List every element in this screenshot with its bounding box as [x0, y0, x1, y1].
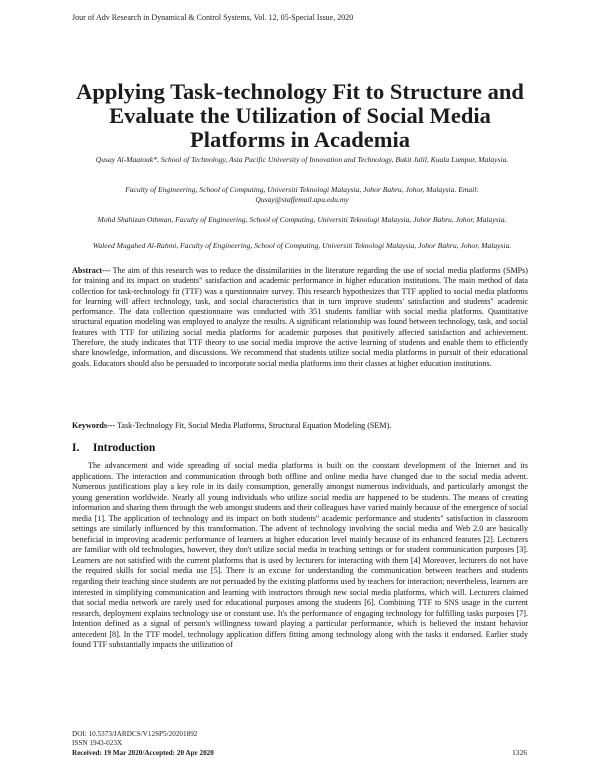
- author-affiliation: Faculty of Engineering, School of Computing, Universiti Teknologi Malaysia, Johor Bahru, Johor, Malaysia. Email: Qusay@staffemail.apu.edu.my: [125, 185, 479, 204]
- running-head: Jour of Adv Research in Dynamical & Control Systems, Vol. 12, 05-Special Issue, 2020: [72, 13, 354, 22]
- keywords-label: Keywords---: [72, 421, 116, 430]
- author-affiliation: Waleed Mugahed Al-Rahmi, Faculty of Engineering, School of Computing, Universiti Teknologi Malaysia, Johor Bahru, Johor, Malaysia.: [92, 241, 512, 250]
- section-heading: [72, 442, 155, 454]
- section-title: Introduction: [92, 442, 156, 454]
- keywords-text: Task-Technology Fit, Social Media Platforms, Structural Equation Modeling (SEM).: [117, 421, 392, 430]
- author-affiliation: Mohd Shahizan Othman, Faculty of Engineering, School of Computing, Universiti Teknologi Malaysia, Johor Bahru, Johor, Malaysia.: [97, 215, 507, 224]
- footer: [72, 730, 214, 758]
- abstract: [72, 266, 528, 369]
- abstract-text: The aim of this research was to reduce the dissimilarities in the literature regarding the use of social media platforms (SMPs) for training and its impact on students" satisfaction and academic performance in higher education institutions. The main method of data collection for task-technology fit (TTF) was a questionnaire survey. This research hypothesizes that TTF applied to social media platforms for learning will affect technology, task, and social characteristics that in turn improve students' satisfaction and students" academic performance. The data collection questionnaire was conducted with 351 students familiar with social media platforms. Quantitative structural equation modeling was employed to analyze the results. A significant relationship was found between technology, task, and social features with TTF for utilizing social media platforms for academic purposes that positively affected satisfaction and achievement. Therefore, the study indicates that TTF theory to use social media improve the active learning of students and enable them to efficiently share knowledge, information, and discussions. We recommend that students utilize social media platforms in pursuit of their educational goals. Educators should also be persuaded to incorporate social media platforms into their classes at higher education institutions.: [72, 266, 528, 368]
- paper-title: Applying Task-technology Fit to Structure and Evaluate the Utilization of Social Media Platforms in Academia: [76, 79, 524, 152]
- footer-issn: ISSN 1943-023X: [72, 739, 123, 748]
- footer-doi: DOI: 10.5373/JARDCS/V12SP5/20201892: [72, 730, 198, 738]
- page-number: 1326: [512, 748, 528, 757]
- introduction-body: The advancement and wide spreading of social media platforms is built on the constant development of the Internet and its applications. The interaction and communication through both offline and online media have changed due to the social media advent. Numerous justifications play a key role in its daily consumption, generally amongst numerous individuals, and particularly amongst the young generation worldwide. Nearly all young individuals who utilize social media are happened to be students. The means of creating information and sharing them through the web amongst students and their colleagues have varied mainly because of the emergence of social media [1]. The application of technology and its impact on both students" academic performance and students" satisfaction in classroom settings are similarly influenced by this transformation. The advent of technology involving the social media and Web 2.0 are basically beneficial in improving academic performance of learners at higher education level mainly because of its enhanced features [2]. Lecturers are familiar with old technologies, however, they don't utilize social media in teaching settings or for student communication purposes [3]. Learners are not satisfied with the current platforms that is used by lecturers for interacting with them [4] Moreover, lecturers do not have the required skills for social media use [5]. There is an excuse for understanding the communication between teachers and students regarding their teaching since students are not persuaded by the existing platforms used by teachers for interaction; nevertheless, learners are interested in simplifying communication and learning with instructors through new social media platforms, which will. Lecturers claimed that social media network are rarely used for educational purposes among the students [6]. Combining TTF to SNS usage in the current research, deployment explains technology use or constant use. It's the performance of engaging technology for fulfilling tasks purposes [7]. Intention defined as a signal of person's willingness toward playing a particular performance, which is believed the instant behavior antecedent [8]. In the TTF model, technology application differs fitting among technology along with the tasks it endorsed. Earlier study found TTF substantially impacts the utilization of: [72, 461, 528, 650]
- keywords: [72, 421, 528, 431]
- footer-dates: Received: 19 Mar 2020/Accepted: 20 Apr 2020: [72, 748, 214, 757]
- author-affiliation: Qusay Al-Maatouk*, School of Technology, Asia Pacific University of Innovation and Technology, Bukit Jalil, Kuala Lumpur, Malaysia.: [95, 155, 509, 164]
- abstract-label: Abstract---: [72, 266, 111, 275]
- section-number: I.: [72, 442, 80, 454]
